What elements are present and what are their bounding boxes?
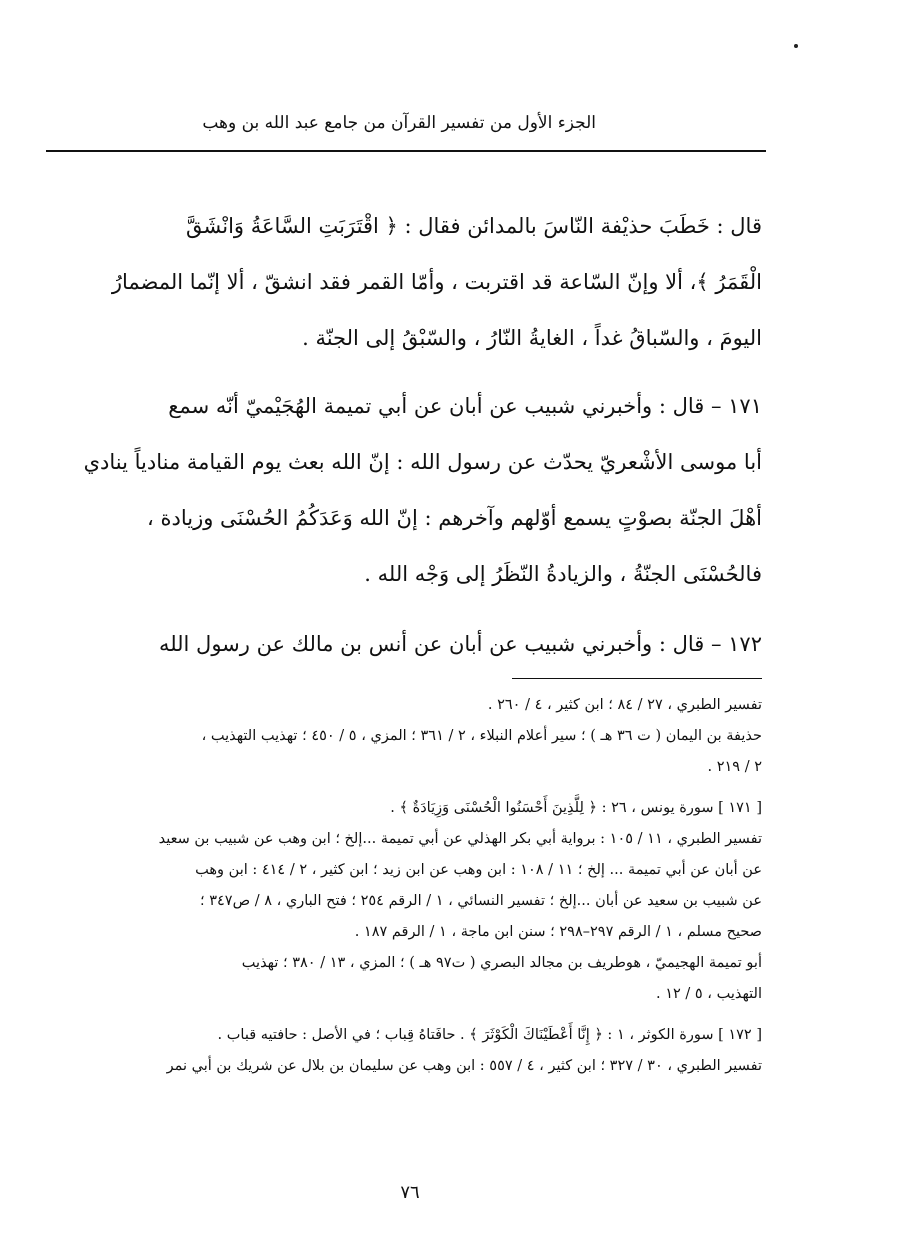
paragraph-intro [42, 198, 762, 366]
footnote-line: حذيفة بن اليمان ( ت ٣٦ هـ ) ؛ سير أعلام النبلاء ، ٢ / ٣٦١ ؛ المزي ، ٥ / ٤٥٠ ؛ تهذيب التهذيب ، [201, 728, 762, 744]
text-line: قال : خَطَبَ حذيْفة النّاسَ بالمدائن فقال : ﴿ اقْتَرَبَتِ السَّاعَةُ وَانْشَقَّ [185, 214, 762, 238]
footnote-line: عن أبان عن أبي تميمة ... إلخ ؛ ١١ / ١٠٨ : ابن وهب عن ابن زيد ؛ ابن كثير ، ٢ / ٤١٤ : ابن وهب [195, 862, 762, 878]
main-text [42, 198, 762, 672]
footnote-intro [42, 690, 762, 783]
footnote-line: عن شبيب بن سعيد عن أبان ...إلخ ؛ تفسير النسائي ، ١ / الرقم ٢٥٤ ؛ فتح الباري ، ٨ / ص٣٤٧ ؛ [199, 893, 762, 909]
footnote-line: [ ١٧١ ] سورة يونس ، ٢٦ : ﴿ لِلَّذِينَ أَحْسَنُوا الْحُسْنَى وَزِيَادَةٌ ﴾ . [390, 800, 762, 816]
footnote-line: تفسير الطبري ، ١١ / ١٠٥ : برواية أبي بكر الهذلي عن أبي تميمة ...إلخ ؛ ابن وهب عن شبيب بن سعيد [158, 831, 762, 847]
footnote-line: التهذيب ، ٥ / ١٢ . [656, 986, 762, 1002]
footnote-line: تفسير الطبري ، ٣٠ / ٣٢٧ ؛ ابن كثير ، ٤ / ٥٥٧ : ابن وهب عن سليمان بن بلال عن شريك بن أبي نمر [166, 1058, 762, 1074]
running-header: الجزء الأول من تفسير القرآن من جامع عبد الله بن وهب [202, 113, 596, 133]
text-line: أهْلَ الجنّة بصوْتٍ يسمع أوّلهم وآخرهم : إنّ الله وَعَدَكُمُ الحُسْنَى وزيادة ، [147, 506, 762, 530]
text-line: فالحُسْنَى الجنّةُ ، والزيادةُ النّظَرُ إلى وَجْه الله . [364, 562, 762, 586]
header-rule [46, 150, 766, 152]
page-number: ٧٦ [400, 1182, 420, 1203]
footnote-line: صحيح مسلم ، ١ / الرقم ٢٩٧–٢٩٨ ؛ سنن ابن ماجة ، ١ / الرقم ١٨٧ . [354, 924, 762, 940]
footnote-rule [512, 678, 762, 679]
hadith-172 [42, 616, 762, 672]
footnote-line: [ ١٧٢ ] سورة الكوثر ، ١ : ﴿ إِنَّا أَعْطَيْنَاكَ الْكَوْثَرَ ﴾ . حافَتاهُ قِباب ؛ في الأصل : حافتيه قباب . [217, 1027, 762, 1043]
scan-speck [794, 44, 798, 48]
footnote-line: ٢ / ٢١٩ . [707, 759, 762, 775]
footnote-line: أبو تميمة الهجيميّ ، هوطريف بن مجالد البصري ( ت٩٧ هـ ) ؛ المزي ، ١٣ / ٣٨٠ ؛ تهذيب [241, 955, 762, 971]
text-line: ١٧٢ – قال : وأخبرني شبيب عن أبان عن أنس بن مالك عن رسول الله [158, 632, 762, 656]
hadith-171 [42, 378, 762, 602]
text-line: ١٧١ – قال : وأخبرني شبيب عن أبان عن أبي تميمة الهُجَيْميّ أنّه سمع [168, 394, 762, 418]
footnote-line: تفسير الطبري ، ٢٧ / ٨٤ ؛ ابن كثير ، ٤ / ٢٦٠ . [487, 697, 762, 713]
footnote-172 [42, 1020, 762, 1082]
footnote-171 [42, 793, 762, 1010]
text-line: اليومَ ، والسّباقُ غداً ، الغايةُ النّارُ ، والسّبْقُ إلى الجنّة . [302, 326, 762, 350]
text-line: الْقَمَرُ ﴾، ألا وإنّ السّاعة قد اقتربت ، وأمّا القمر فقد انشقّ ، ألا إنّما المضمارُ [111, 270, 762, 294]
footnotes [42, 690, 762, 1082]
text-line: أبا موسى الأشْعريّ يحدّث عن رسول الله : إنّ الله بعث يوم القيامة منادياً ينادي [83, 450, 762, 474]
